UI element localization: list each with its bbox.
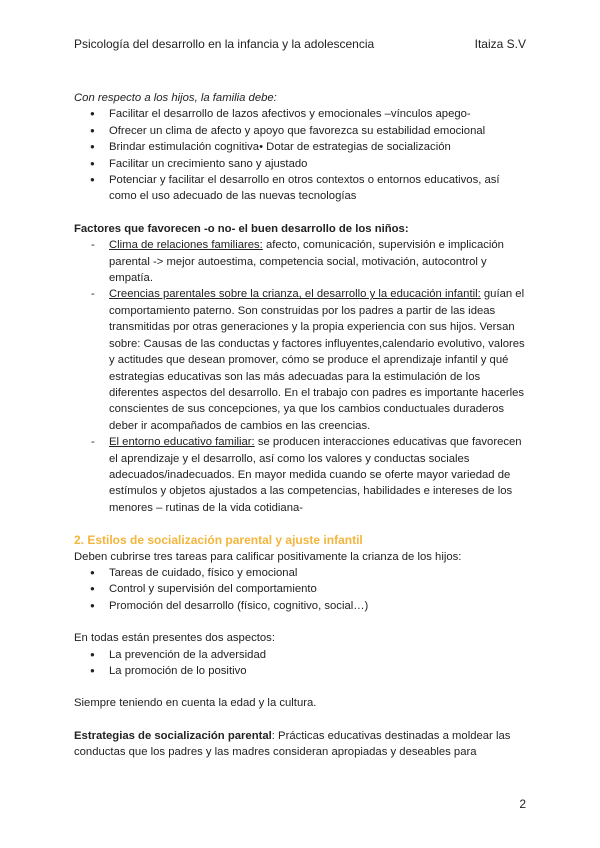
list-item: ● Tareas de cuidado, físico y emocional — [109, 565, 526, 581]
strategies-text: : Prácticas educativas destinadas a moldear las conductas que los padres y las madres consideran apropiadas y deseables para — [74, 729, 511, 759]
header-title: Psicología del desarrollo en la infancia y la adolescencia — [74, 37, 375, 51]
list-item — [109, 286, 526, 434]
list-item: ● Ofrecer un clima de afecto y apoyo que favorezca su estabilidad emocional — [109, 123, 526, 139]
list-item: ● Brindar estimulación cognitiva• Dotar de estrategias de socialización — [109, 139, 526, 155]
factors-list — [74, 237, 526, 516]
section-intro: Deben cubrirse tres tareas para calificar positivamente la crianza de los hijos: — [74, 550, 462, 563]
strategies-term: Estrategias de socialización parental — [74, 729, 272, 742]
family-list — [74, 106, 526, 204]
factor-text: afecto, comunicación, supervisión e implicación parental -> mejor autoestima, competencia social, motivación, autocontrol y empatía. — [109, 239, 504, 285]
list-item: ● La promoción de lo positivo — [109, 663, 526, 679]
strategies-paragraph — [74, 728, 526, 761]
factor-term: Creencias parentales sobre la crianza, el desarrollo y la educación infantil: — [109, 288, 481, 301]
tasks-list — [74, 565, 526, 614]
factor-term: El entorno educativo familiar: — [109, 436, 255, 449]
list-item: ● Potenciar y facilitar el desarrollo en otros contextos o entornos educativos, así como el uso adecuado de las nuevas tecnologías — [109, 172, 526, 205]
factor-text: guían el comportamiento paterno. Son construidas por los padres a partir de las ideas transmitidas por otras generaciones y la propia experiencia con sus hijos. Versan sobre: Causas de las conductas y factores influyentes,calendario evolutivo, valores y actitudes que desean promover, cómo se produce el aprendizaje infantil y qué estrategias educativas son las más adecuadas para la estimulación de los diferentes aspectos del desarrollo. En el trabajo con padres es importante hacerles conscientes de sus concepciones, ya que los cambios conductuales duraderos deber ir acompañados de cambios en las creencias. — [109, 288, 525, 432]
section-title: 2. Estilos de socialización parental y ajuste infantil — [74, 533, 363, 548]
factor-term: Clima de relaciones familiares: — [109, 239, 263, 252]
list-item: ● Promoción del desarrollo (físico, cognitivo, social…) — [109, 598, 526, 614]
aspects-intro: En todas están presentes dos aspectos: — [74, 632, 275, 645]
header-author: Itaiza S.V — [474, 37, 526, 51]
family-intro: Con respecto a los hijos, la familia debe: — [74, 92, 277, 104]
aspects-list — [74, 647, 526, 680]
page-header — [74, 37, 526, 51]
age-culture-note: Siempre teniendo en cuenta la edad y la cultura. — [74, 697, 317, 710]
factors-heading: Factores que favorecen -o no- el buen desarrollo de los niños: — [74, 222, 409, 235]
list-item: ● Facilitar el desarrollo de lazos afectivos y emocionales –vínculos apego- — [109, 106, 526, 122]
page-number: 2 — [519, 797, 526, 811]
list-item — [109, 434, 526, 516]
page-body — [74, 90, 526, 761]
list-item: ● Control y supervisión del comportamiento — [109, 581, 526, 597]
list-item: ● Facilitar un crecimiento sano y ajustado — [109, 156, 526, 172]
list-item — [109, 237, 526, 286]
list-item: ● La prevención de la adversidad — [109, 647, 526, 663]
factor-text: se producen interacciones educativas que favorecen el aprendizaje y el desarrollo, así como los valores y conductas sociales adecuados/inadecuados. En mayor medida cuando se oferte mayor variedad de estímulos y objetos ajustados a las competencias, habilidades e intereses de los menores – rutinas de la vida cotidiana- — [109, 436, 522, 514]
